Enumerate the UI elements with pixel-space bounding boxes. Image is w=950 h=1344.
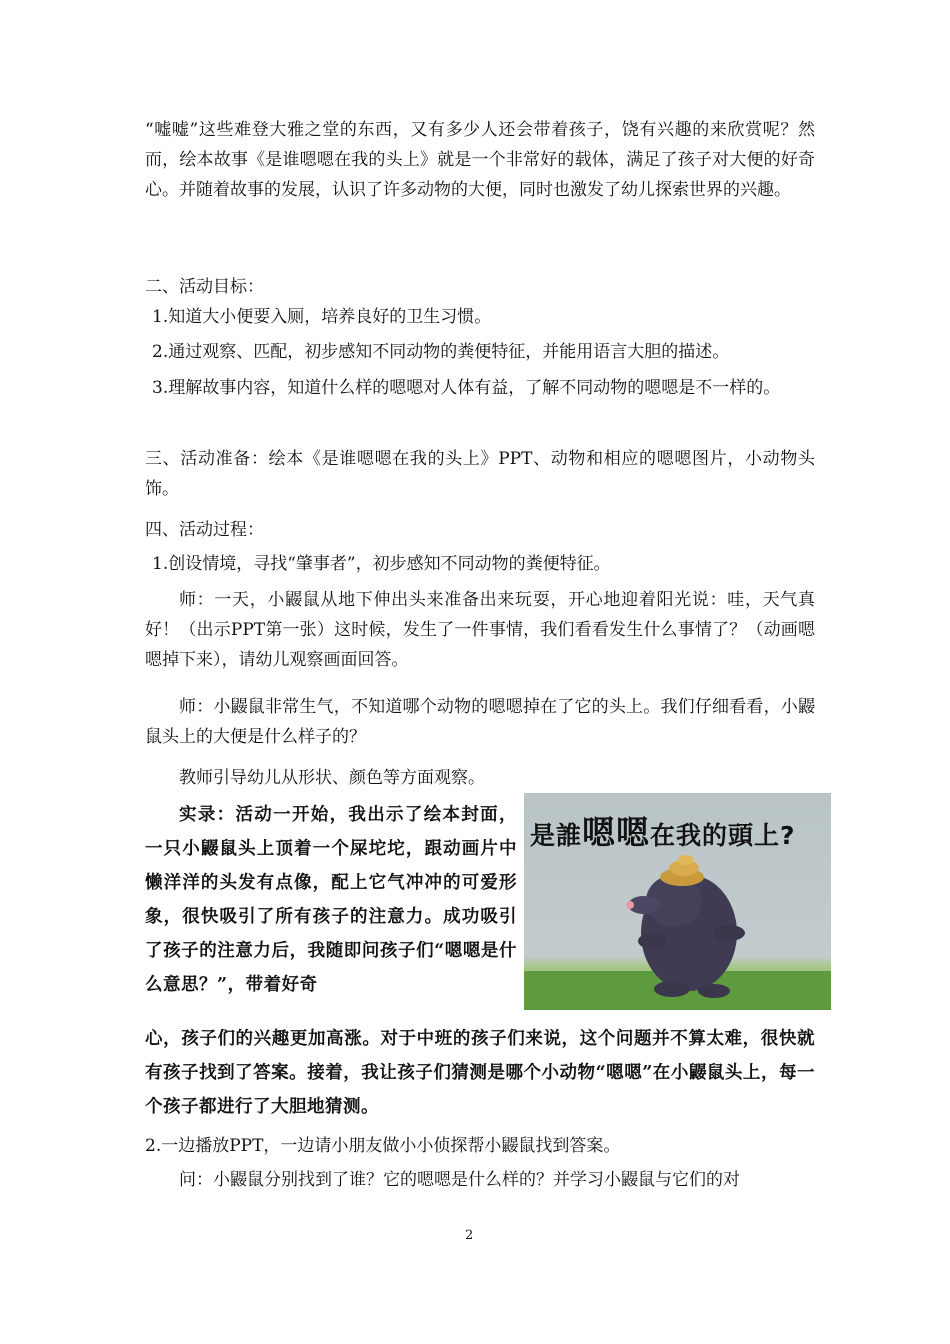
goal-1: 1.知道大小便要入厕，培养良好的卫生习惯。 (152, 307, 492, 327)
teacher-text-2: 师：小鼹鼠非常生气，不知道哪个动物的嗯嗯掉在了它的头上。我们仔细看看，小鼹鼠头上的大便是什么样子的？ (145, 697, 815, 747)
teacher-text-3: 教师引导幼儿从形状、颜色等方面观察。 (179, 768, 485, 788)
goal-2: 2.通过观察、匹配，初步感知不同动物的粪便特征，并能用语言大胆的描述。 (152, 342, 730, 362)
step-1: 1.创设情境，寻找“肇事者”，初步感知不同动物的粪便特征。 (152, 554, 611, 574)
question-text: 问：小鼹鼠分别找到了谁？它的嗯嗯是什么样的？并学习小鼹鼠与它们的对 (179, 1170, 740, 1190)
cover-title-part-c: 在我的頭上? (650, 821, 796, 850)
cover-title-part-b: 嗯嗯 (582, 813, 651, 852)
teacher-text-1: 师：一天，小鼹鼠从地下伸出头来准备出来玩耍，开心地迎着阳光说：哇，天气真好！（出示PPT第一张）这时候，发生了一件事情，我们看看发生什么事情了？（动画嗯嗯掉下来），请幼儿观察画面回答。 (145, 590, 815, 670)
page-number: 2 (465, 1228, 474, 1243)
record-text-wrap: 实录：活动一开始，我出示了绘本封面，一只小鼹鼠头上顶着一个屎坨坨，跟动画片中懒洋洋的头发有点像，配上它气冲冲的可爱形象，很快吸引了所有孩子的注意力。成功吸引了孩子的注意力后，我随即问孩子们“嗯嗯是什么意思？”，带着好奇 (145, 805, 517, 995)
intro-paragraph: “嘘嘘”这些难登大雅之堂的东西，又有多少人还会带着孩子，饶有兴趣的来欣赏呢？然而，绘本故事《是谁嗯嗯在我的头上》就是一个非常好的载体，满足了孩子对大便的好奇心。并随着故事的发展，认识了许多动物的大便，同时也激发了幼儿探索世界的兴趣。 (145, 120, 815, 200)
mole-illustration (524, 793, 831, 1010)
section-heading-process: 四、活动过程： (145, 520, 264, 540)
record-text-continued: 心，孩子们的兴趣更加高涨。对于中班的孩子们来说，这个问题并不算太难，很快就有孩子找到了答案。接着，我让孩子们猜测是哪个小动物“嗯嗯”在小鼹鼠头上，每一个孩子都进行了大胆地猜测。 (145, 1029, 815, 1117)
picture-book-cover (524, 793, 831, 1010)
section-heading-preparation: 三、活动准备：绘本《是谁嗯嗯在我的头上》PPT、动物和相应的嗯嗯图片，小动物头饰。 (145, 449, 815, 499)
goal-3: 3.理解故事内容，知道什么样的嗯嗯对人体有益，了解不同动物的嗯嗯是不一样的。 (152, 378, 781, 398)
cover-title-part-a: 是誰 (530, 821, 583, 850)
step-2: 2.一边播放PPT，一边请小朋友做小小侦探帮小鼹鼠找到答案。 (145, 1136, 621, 1156)
section-heading-goals: 二、活动目标： (145, 277, 264, 297)
